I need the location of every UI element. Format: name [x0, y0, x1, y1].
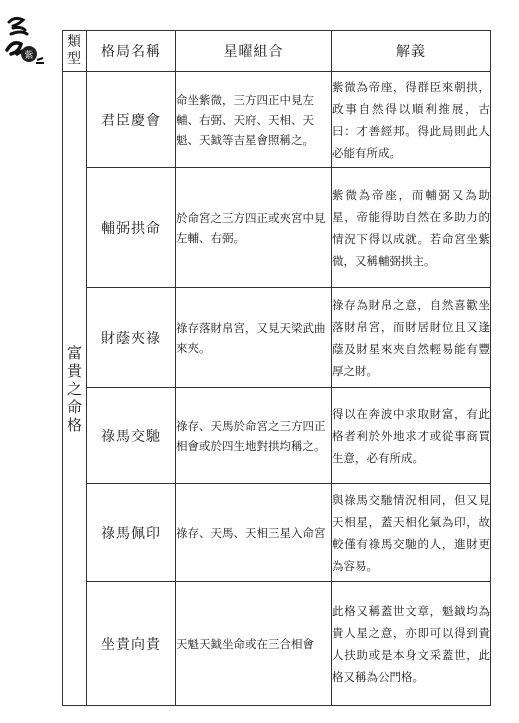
explanation: 紫微為帝座，而輔弼又為助星，帝能得助自然在多助力的情況下得以成就。若命宮坐紫微，又稱輔弼拱主。	[332, 168, 491, 288]
category-cell: 富貴之命格	[63, 72, 87, 706]
explanation: 祿存為財帛之意，自然喜歡坐落財帛宮，而財居財位且又逢蔭及財星來夾自然輕易能有豐厚之財。	[332, 288, 491, 388]
star-combination: 祿存、天馬於命宮之三方四正相會或於四生地對拱均稱之。	[176, 388, 332, 484]
pattern-name: 輔弼拱命	[87, 168, 176, 288]
pattern-name: 坐貴向貴	[87, 582, 176, 706]
table-row	[63, 388, 491, 484]
star-combination: 天魁天鉞坐命或在三合相會	[176, 582, 332, 706]
explanation: 紫微為帝座，得群臣來朝拱，政事自然得以順利推展，古曰：才善經邦。得此局則此人必能有所成。	[332, 72, 491, 168]
star-pattern-table	[62, 30, 491, 706]
header-type: 類型	[63, 31, 87, 72]
star-combination: 於命宮之三方四正或夾宮中見左輔、右弼。	[176, 168, 332, 288]
explanation: 此格又稱蓋世文章，魁鉞均為貴人星之意，亦即可以得到貴人扶助或是本身文采蓋世，此格又稱為公門格。	[332, 582, 491, 706]
header-pattern-name: 格局名稱	[87, 31, 176, 72]
table-row	[63, 72, 491, 168]
star-combination: 祿存、天馬、天相三星入命宮	[176, 484, 332, 582]
table-row	[63, 168, 491, 288]
pattern-name: 祿馬交馳	[87, 388, 176, 484]
star-combination: 命坐紫微，三方四正中見左輔、右弼、天府、天相、天魁、天鉞等吉星會照稱之。	[176, 72, 332, 168]
table-row	[63, 484, 491, 582]
table-row	[63, 582, 491, 706]
explanation: 與祿馬交馳情況相同，但又見天相星，蓋天相化氣為印，故較僅有祿馬交馳的人，進財更為容易。	[332, 484, 491, 582]
explanation: 得以在奔波中求取財富，有此格者利於外地求才或從事商買生意，必有所成。	[332, 388, 491, 484]
publisher-logo	[3, 10, 49, 66]
table-header-row	[63, 31, 491, 72]
table-row	[63, 288, 491, 388]
pattern-name: 祿馬佩印	[87, 484, 176, 582]
pattern-name: 君臣慶會	[87, 72, 176, 168]
header-star-combination: 星曜組合	[176, 31, 332, 72]
svg-text:紫: 紫	[24, 51, 34, 61]
header-explanation: 解義	[332, 31, 491, 72]
star-combination: 祿存落財帛宮，又見天梁武曲來夾。	[176, 288, 332, 388]
pattern-name: 財蔭夾祿	[87, 288, 176, 388]
